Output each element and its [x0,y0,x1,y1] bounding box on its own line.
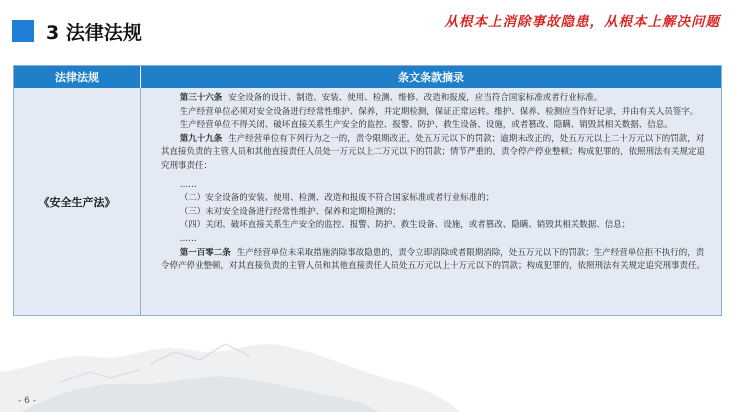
article-99-number: 第九十九条 [179,133,223,144]
article-36-paragraph-3: 生产经营单位不得关闭、破坏直接关系生产安全的监控、报警、防护、救生设备、设施，或者篡改、隐瞒、销毁其相关数据、信息。 [179,120,673,131]
article-36-text: 安全设备的设计、制造、安装、使用、检测、维修、改造和报废，应当符合国家标准或者行业标准。 [228,93,603,103]
slogan-text: 从根本上消除事故隐患，从根本上解决问题 [444,14,720,30]
clause-content-cell [141,88,721,315]
article-99 [161,133,705,174]
law-clause-table [13,65,722,316]
article-36-number: 第三十六条 [179,93,223,103]
article-36-paragraph-2: 生产经营单位必须对安全设备进行经常性维护、保养，并定期检测，保证正常运转。维护、保养、检测应当作好记录，并由有关人员签字。 [179,106,699,117]
section-title: 3 法律法规 [46,22,142,44]
section-marker-square [12,20,34,42]
ellipsis-2: …… [179,233,197,244]
column-header-clause: 条文条款摘录 [141,66,721,88]
page-number: - 6 - [18,396,36,406]
article-102-number: 第一百零二条 [179,247,231,258]
landscape-background-illustration [0,312,460,412]
article-36 [161,92,705,106]
column-header-law: 法律法规 [14,66,141,88]
article-99-text: 生产经营单位有下列行为之一的，责令限期改正，处五万元以下的罚款；逾期未改正的，处五万元以上二十万元以下的罚款，对其直接负责的主管人员和其他直接责任人员处一万元以上二万元以下的罚款；情节严重的，责令停产停业整顿；构成犯罪的，依照刑法有关规定追究刑事责任： [161,133,706,171]
ellipsis-1: …… [179,179,197,190]
article-99-item-4: （四）关闭、破坏直接关系生产安全的监控、报警、防护、救生设备、设施，或者篡改、隐瞒、销毁其相关数据、信息； [179,220,631,231]
law-name-cell: 《安全生产法》 [14,88,141,315]
article-99-item-3: （三）未对安全设备进行经常性维护、保养和定期检测的； [179,206,401,217]
article-102 [161,247,705,274]
article-99-item-2: （二）安全设备的安装、使用、检测、改造和报废不符合国家标准或者行业标准的； [179,193,495,204]
article-102-text: 生产经营单位未采取措施消除事故隐患的，责令立即消除或者限期消除，处五万元以下的罚款；生产经营单位拒不执行的，责令停产停业整顿，对其直接负责的主管人员和其他直接责任人员处五万元以上十万元以下的罚款；构成犯罪的，依照刑法有关规定追究刑事责任。 [161,247,706,272]
